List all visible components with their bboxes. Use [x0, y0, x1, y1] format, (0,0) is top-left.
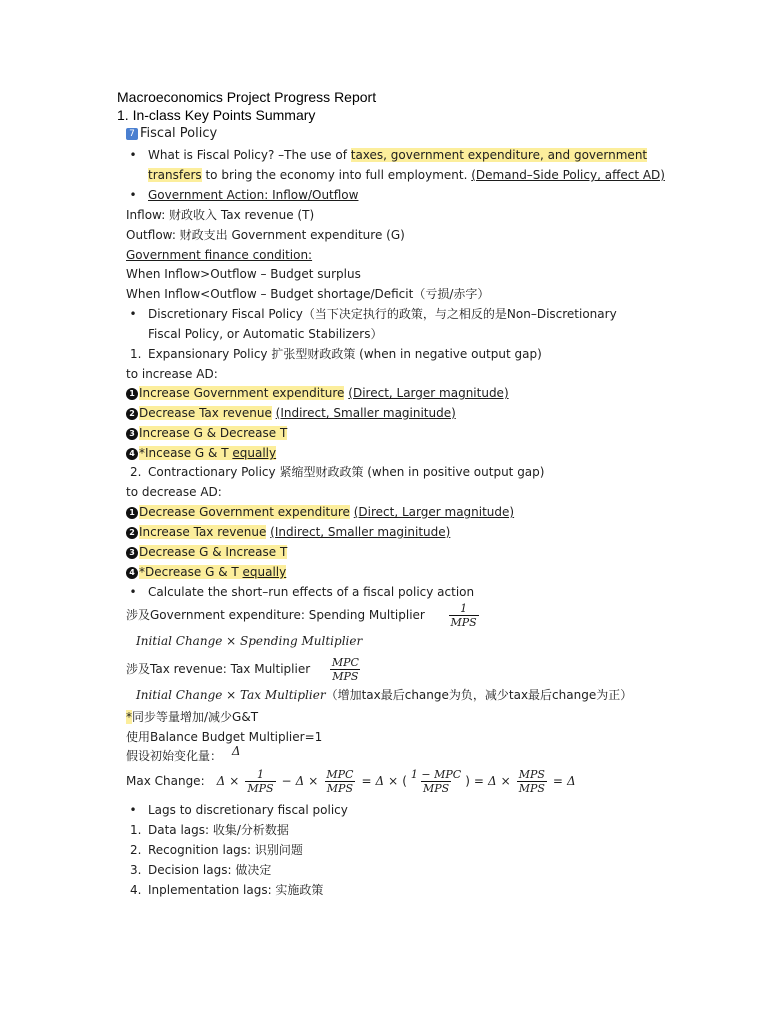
- eq-frac-1: [245, 768, 275, 795]
- decrease-item-4: [126, 564, 286, 580]
- to-increase-line: to increase AD:: [126, 367, 218, 381]
- contractionary-text: Contractionary Policy 紧缩型财政政策 (when in positive output gap): [148, 465, 545, 479]
- tax-multiplier-line: [126, 654, 363, 684]
- eq-frac-4-num: MPS: [518, 767, 545, 781]
- eq-frac-2-den: MPS: [326, 781, 353, 795]
- list-number: 2.: [130, 843, 142, 857]
- lag-item-4-text: Inplementation lags: 实施政策: [148, 883, 324, 897]
- eq-delta-1: Δ: [216, 774, 226, 788]
- eq-times-3: ×: [388, 774, 399, 788]
- eq-delta-3: Δ: [375, 774, 385, 788]
- eq-equals-3: =: [552, 774, 563, 788]
- eq-rparen: ): [465, 774, 470, 788]
- tax-label: 涉及Tax revenue: Tax Multiplier: [126, 662, 311, 676]
- decrease-item-2-note: (Indirect, Smaller maginitude): [270, 525, 451, 539]
- increase-item-4-note: equally: [232, 446, 277, 460]
- lags-heading: Lags to discretionary fiscal policy: [148, 803, 348, 817]
- assume-delta: Δ: [231, 744, 241, 758]
- report-title: Macroeconomics Project Progress Report: [117, 89, 377, 105]
- what-post: to bring the economy into full employment.: [201, 168, 472, 182]
- asterisk-mark: *: [126, 710, 132, 724]
- max-change-equation: [126, 764, 576, 798]
- eq-frac-3: [409, 768, 463, 795]
- expansionary-text: Expansionary Policy 扩张型财政政策 (when in negative output gap): [148, 347, 542, 361]
- eq-equals-2: =: [473, 774, 484, 788]
- what-highlight-2: transfers: [148, 168, 202, 182]
- eq-times-1: ×: [229, 774, 240, 788]
- increase-item-4-text: *Incease G & T: [139, 446, 233, 460]
- bullet-icon: •: [129, 585, 137, 599]
- eq-frac-1-den: MPS: [247, 781, 274, 795]
- increase-item-4: [126, 445, 276, 461]
- document-header: [117, 88, 376, 124]
- sync-line: [126, 709, 258, 725]
- decrease-item-2: [126, 524, 450, 540]
- increase-item-3: [126, 425, 287, 441]
- surplus-line: When Inflow>Outflow – Budget surplus: [126, 267, 361, 281]
- lags-heading-line: [126, 802, 348, 818]
- increase-item-2-note: (Indirect, Smaller maginitude): [275, 406, 456, 420]
- max-change-label: Max Change:: [126, 774, 205, 788]
- calculate-text: Calculate the short–run effects of a fiscal policy action: [148, 585, 475, 599]
- assume-line: [126, 744, 241, 764]
- lag-item-4: [130, 882, 323, 898]
- decrease-item-1-note: (Direct, Larger magnitude): [353, 505, 515, 519]
- gov-action: Government Action: Inflow/Outflow: [148, 188, 359, 202]
- decrease-item-1-text: Decrease Government expenditure: [139, 505, 350, 519]
- decrease-item-3-text: Decrease G & Increase T: [139, 545, 288, 559]
- lag-item-1: [130, 822, 289, 838]
- max-change-line: [126, 764, 576, 798]
- circled-four-icon: 4: [126, 448, 138, 460]
- circled-three-icon: 3: [126, 547, 138, 559]
- keycap-seven-icon: 7: [126, 128, 138, 140]
- eq-frac-2-num: MPC: [326, 767, 354, 781]
- eq-frac-4-den: MPS: [518, 781, 545, 795]
- tax-formula-line: [136, 687, 632, 703]
- tax-denominator: MPS: [332, 670, 359, 683]
- what-underline: (Demand–Side Policy, affect AD): [471, 168, 665, 182]
- tax-fraction: [330, 656, 361, 683]
- eq-times-4: ×: [500, 774, 511, 788]
- eq-frac-3-den: MPS: [422, 781, 450, 795]
- decrease-item-3: [126, 544, 287, 560]
- what-highlight-1: taxes, government expenditure, and government: [350, 148, 648, 162]
- contractionary-line: [130, 464, 544, 480]
- increase-item-3-text: Increase G & Decrease T: [139, 426, 288, 440]
- list-number: 2.: [130, 465, 142, 479]
- list-number: 3.: [130, 863, 142, 877]
- fiscal-heading-text: Fiscal Policy: [140, 126, 218, 141]
- bullet-icon: •: [129, 307, 137, 321]
- decrease-item-4-text: *Decrease G & T: [139, 565, 243, 579]
- spending-denominator: MPS: [450, 616, 477, 629]
- discretionary-text-1: Discretionary Fiscal Policy（当下决定执行的政策，与之相反的是Non–Discretionary: [148, 307, 617, 321]
- eq-delta-5: Δ: [566, 774, 576, 788]
- eq-delta-2: Δ: [295, 774, 305, 788]
- decrease-item-1: [126, 504, 514, 520]
- to-decrease-line: to decrease AD:: [126, 485, 222, 499]
- circled-two-icon: 2: [126, 527, 138, 539]
- what-line-2: [148, 167, 665, 183]
- spending-numerator: 1: [460, 602, 468, 615]
- eq-equals-1: =: [361, 774, 372, 788]
- eq-minus: −: [281, 774, 292, 788]
- circled-two-icon: 2: [126, 408, 138, 420]
- decrease-item-4-note: equally: [242, 565, 287, 579]
- lag-item-2-text: Recognition lags: 识别问题: [148, 843, 303, 857]
- discretionary-line-1: [126, 306, 617, 322]
- increase-item-2-text: Decrease Tax revenue: [139, 406, 272, 420]
- bullet-icon: •: [129, 148, 137, 162]
- eq-frac-3-num: 1 − MPC: [410, 767, 462, 781]
- section-title: 1. In-class Key Points Summary: [117, 107, 316, 123]
- eq-frac-1-num: 1: [256, 767, 264, 781]
- bullet-icon: •: [129, 188, 137, 202]
- circled-three-icon: 3: [126, 428, 138, 440]
- tax-note: （增加tax最后change为负，减少tax最后change为正）: [325, 688, 633, 702]
- eq-lparen: (: [402, 774, 407, 788]
- assume-text: 假设初始变化量：: [126, 749, 223, 763]
- gov-finance-line: Government finance condition:: [126, 248, 313, 262]
- lag-item-2: [130, 842, 303, 858]
- discretionary-line-2: Fiscal Policy, or Automatic Stabilizers）: [148, 327, 383, 341]
- spending-label: 涉及Government expenditure: Spending Multiplier: [126, 608, 425, 622]
- circled-four-icon: 4: [126, 567, 138, 579]
- fiscal-heading: [126, 126, 217, 142]
- calculate-line: [126, 584, 474, 600]
- eq-frac-4: [517, 768, 547, 795]
- list-number: 1.: [130, 347, 142, 361]
- circled-one-icon: 1: [126, 507, 138, 519]
- increase-item-1-text: Increase Government expenditure: [139, 386, 345, 400]
- spending-formula: Initial Change × Spending Multiplier: [136, 634, 363, 648]
- list-number: 1.: [130, 823, 142, 837]
- lag-item-1-text: Data lags: 收集/分析数据: [148, 823, 289, 837]
- bullet-icon: •: [129, 803, 137, 817]
- lag-item-3: [130, 862, 271, 878]
- inflow-line: Inflow: 财政收入 Tax revenue (T): [126, 208, 315, 222]
- eq-delta-4: Δ: [487, 774, 497, 788]
- shortage-line: When Inflow<Outflow – Budget shortage/Deficit（亏损/赤字）: [126, 287, 490, 301]
- spending-multiplier-line: [126, 600, 481, 630]
- expansionary-line: [130, 346, 542, 362]
- eq-times-2: ×: [308, 774, 319, 788]
- what-pre: What is Fiscal Policy? –The use of: [148, 148, 351, 162]
- balance-line: 使用Balance Budget Multiplier=1: [126, 730, 323, 744]
- decrease-item-2-text: Increase Tax revenue: [139, 525, 267, 539]
- what-line-1: [126, 147, 647, 163]
- lag-item-3-text: Decision lags: 做决定: [148, 863, 272, 877]
- outflow-line: Outflow: 财政支出 Government expenditure (G): [126, 228, 405, 242]
- increase-item-1-note: (Direct, Larger magnitude): [348, 386, 509, 400]
- tax-numerator: MPC: [331, 656, 359, 669]
- list-number: 4.: [130, 883, 142, 897]
- eq-frac-2: [324, 768, 355, 795]
- increase-item-1: [126, 385, 509, 401]
- gov-action-line: [126, 187, 358, 203]
- circled-one-icon: 1: [126, 388, 138, 400]
- increase-item-2: [126, 405, 456, 421]
- sync-text: 同步等量增加/减少G&T: [132, 710, 259, 724]
- spending-fraction: [449, 602, 479, 629]
- tax-formula: Initial Change × Tax Multiplier: [136, 688, 326, 702]
